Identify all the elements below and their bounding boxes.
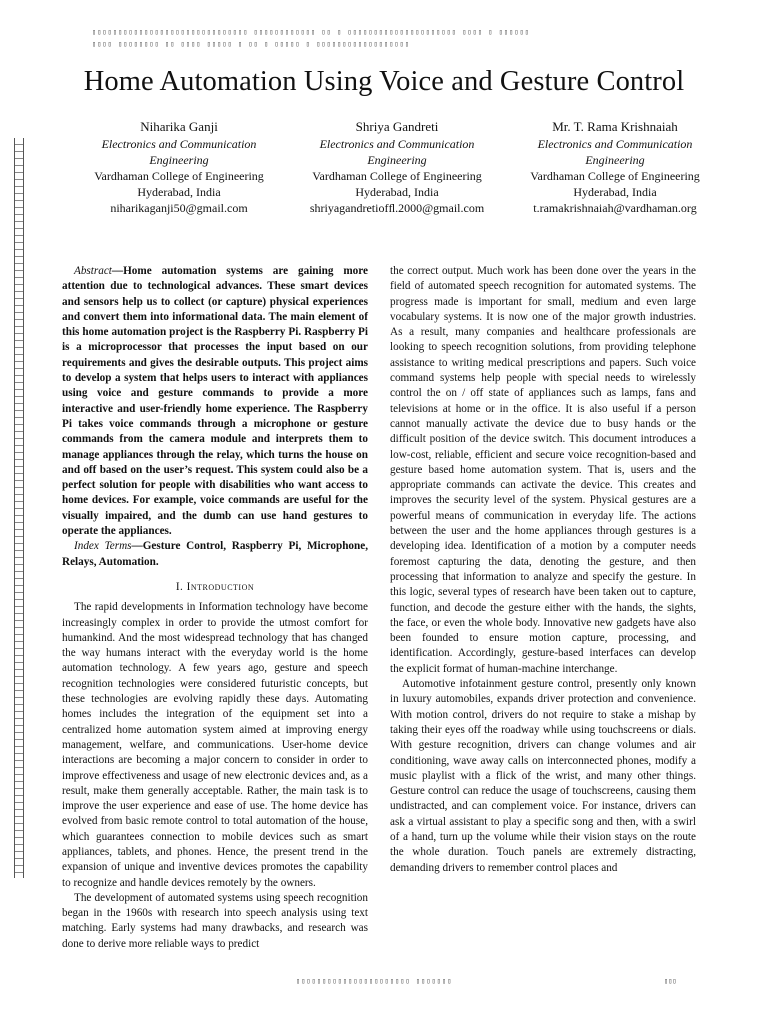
- section-heading-introduction: [62, 580, 368, 595]
- author-department: Electronics and Communication: [537, 137, 693, 151]
- author-department: Electronics and Communication: [101, 137, 257, 151]
- section-numeral: I.: [175, 580, 187, 593]
- abstract-label: Abstract: [74, 265, 112, 277]
- header-line-1: ▯▯▯▯▯▯▯▯▯▯▯▯▯▯▯▯▯▯▯▯▯▯▯▯▯▯▯▯▯▯ ▯▯▯▯▯▯▯▯▯▯▯▯ ▯▯ ▯ ▯▯▯▯▯▯▯▯▯▯▯▯▯▯▯▯▯▯▯▯▯ ▯▯▯▯ ▯ ▯▯▯▯▯▯: [92, 28, 531, 36]
- author-college: Vardhaman College of Engineering: [94, 169, 264, 183]
- author-department-cont: Engineering: [367, 153, 427, 167]
- page-number: ▯▯▯: [664, 977, 677, 985]
- author-name: Shriya Gandreti: [355, 119, 439, 134]
- author-college: Vardhaman College of Engineering: [530, 169, 700, 183]
- author-email: shriyagandretiofﬂ.2000@gmail.com: [309, 201, 485, 215]
- author-email: niharikaganji50@gmail.com: [110, 201, 248, 215]
- header-line-2: ▯▯▯▯ ▯▯▯▯▯▯▯▯ ▯▯ ▯▯▯▯ ▯▯▯▯▯ ▯ ▯▯ ▯ ▯▯▯▯▯ ▯ ▯▯▯▯▯▯▯▯▯▯▯▯▯▯▯▯▯▯: [92, 40, 411, 48]
- abstract: [62, 264, 368, 539]
- author-1: [74, 119, 284, 216]
- author-city: Hyderabad, India: [355, 185, 439, 199]
- author-college: Vardhaman College of Engineering: [312, 169, 482, 183]
- conference-header: [92, 26, 552, 50]
- abstract-text: —Home automation systems are gaining more attention due to technological advances. These smart devices and sensors help us to collect (or capture) physical experiences and convert them into informational data. The main element of this home automation project is the Raspberry Pi. Raspberry Pi is a microprocessor that processes the input based on our requirements and gives the desirable outputs. This project aims to develop a system that helps users to interact with appliances using voice and gesture commands to provide a more interactive and user-friendly home experience. The Raspberry Pi takes voice commands through a microphone or gesture commands from the camera module and interprets them to manage appliances through the relay, which turns the house on and off based on the user’s request. This system could also be a perfect solution for people with disabilities who want access to home devices. For example, voice commands are useful for the visually impaired, and the dumb can use hand gestures to operate the appliances.: [62, 265, 368, 538]
- index-terms: [62, 539, 368, 570]
- intro-paragraph-2: The development of automated systems using speech recognition began in the 1960s with research into speech analysis using text matching. Early systems had many drawbacks, and research was done to derive more reliable ways to predict: [62, 891, 368, 950]
- author-department-cont: Engineering: [149, 153, 209, 167]
- author-city: Hyderabad, India: [137, 185, 221, 199]
- author-name: Mr. T. Rama Krishnaiah: [552, 119, 678, 134]
- author-3: [510, 119, 720, 216]
- intro-paragraph-4: Automotive infotainment gesture control, presently only known in luxury automobiles, expands driver protection and convenience. With motion control, drivers do not require to stake a mishap by taking their eyes off the roadway while using touchscreens or dials. With gesture recognition, drivers can change volumes and air conditioning, wave away calls on interconnected phones, modify a music playlist with a flick of the wrist, and many other things. Gesture control can reduce the usage of touchscreens, causing them undistracted, and can complement voice. For instance, drivers can ask a virtual assistant to play a specific song and then, with a swirl of a hand, turn up the volume while their vision stays on the route the whole duration. Touch panels are extremely distracting, demanding drivers to remember control places and: [390, 678, 696, 874]
- index-terms-label: Index Terms: [74, 540, 132, 553]
- author-2: [292, 119, 502, 216]
- footer-identifier: ▯▯▯▯▯▯▯▯▯▯▯▯▯▯▯▯▯▯▯▯▯▯ ▯▯▯▯▯▯▯: [296, 977, 453, 985]
- author-name: Niharika Ganji: [140, 119, 218, 134]
- author-email: t.ramakrishnaiah@vardhaman.org: [533, 201, 697, 215]
- author-department: Electronics and Communication: [319, 137, 475, 151]
- author-city: Hyderabad, India: [573, 185, 657, 199]
- intro-paragraph-3: the correct output. Much work has been done over the years in the field of automated speech recognition for automated systems. The progress made is important for small, medium and even large vocabulary systems. It is now one of the major growth industries. As a result, many companies and healthcare professionals are looking to speech recognition solutions, from providing telephone assistance to writing medical prescriptions and papers. Such voice command systems help people with special needs to wirelessly control the on / off state of appliances such as lamps, fans and televisions at home or in the office. It is also useful if a person cannot manually activate the device due to busy hands or the difficult position of the device switch. This document introduces a low-cost, reliable, efficient and secure voice recognition-based and gesture based home automation system. That is, users and the appropriate commands can activate the device. This creates and improves the security level of the system. Physical gestures are a powerful means of communication in everyday life. The actions between the user and the home appliances through gestures is a developing idea. Identification of a motion by a computer needs foremost capturing the data, denoting the gesture, and then processing that information to analyze and specify the gesture. In this logic, several types of research have been taken out to capture, function, and decode the gesture either with the hands, the sights, the face, or even the whole body. Innovative new gadgets have also been founded to ensure motion capture, processing, and identification. Accordingly, gesture-based interfaces can develop the explicit format of human-machine interchange.: [390, 265, 696, 675]
- section-name: Introduction: [186, 580, 255, 593]
- right-column: [390, 264, 696, 876]
- left-column: [62, 264, 368, 952]
- author-block: [74, 119, 720, 216]
- margin-identifier-strip: [14, 138, 24, 878]
- index-terms-text: —Gesture Control, Raspberry Pi, Microphone, Relays, Automation.: [62, 540, 369, 568]
- intro-paragraph-1: The rapid developments in Information technology have become increasingly complex in order to provide the utmost comfort for humankind. And the most widespread technology that has changed the way humans interact with the everyday world is the home automation technology. A few years ago, gesture and speech recognition technologies were considered futuristic concepts, but these technologies are evolving rapidly these days. Automating homes includes the integration of the equipment set into a centralized home automation system aimed at improving energy management, welfare, and communications. User-home device interactions are becoming a major concern to consider in order to improve effectiveness and usage of new electronic devices and, as a result, make them generally acceptable. Rather, the main task is to improve the user experience and ease of use. The home device has evolved from basic remote control to total automation of the house, which guarantees connection to mobile devices such as smart appliances, tablets, and phones. Hence, the present trend in the expansion of unique and inventive devices promotes the capability to recognize and handle devices remotely by the owners.: [62, 601, 368, 889]
- author-department-cont: Engineering: [585, 153, 645, 167]
- paper-title: Home Automation Using Voice and Gesture Control: [83, 66, 685, 97]
